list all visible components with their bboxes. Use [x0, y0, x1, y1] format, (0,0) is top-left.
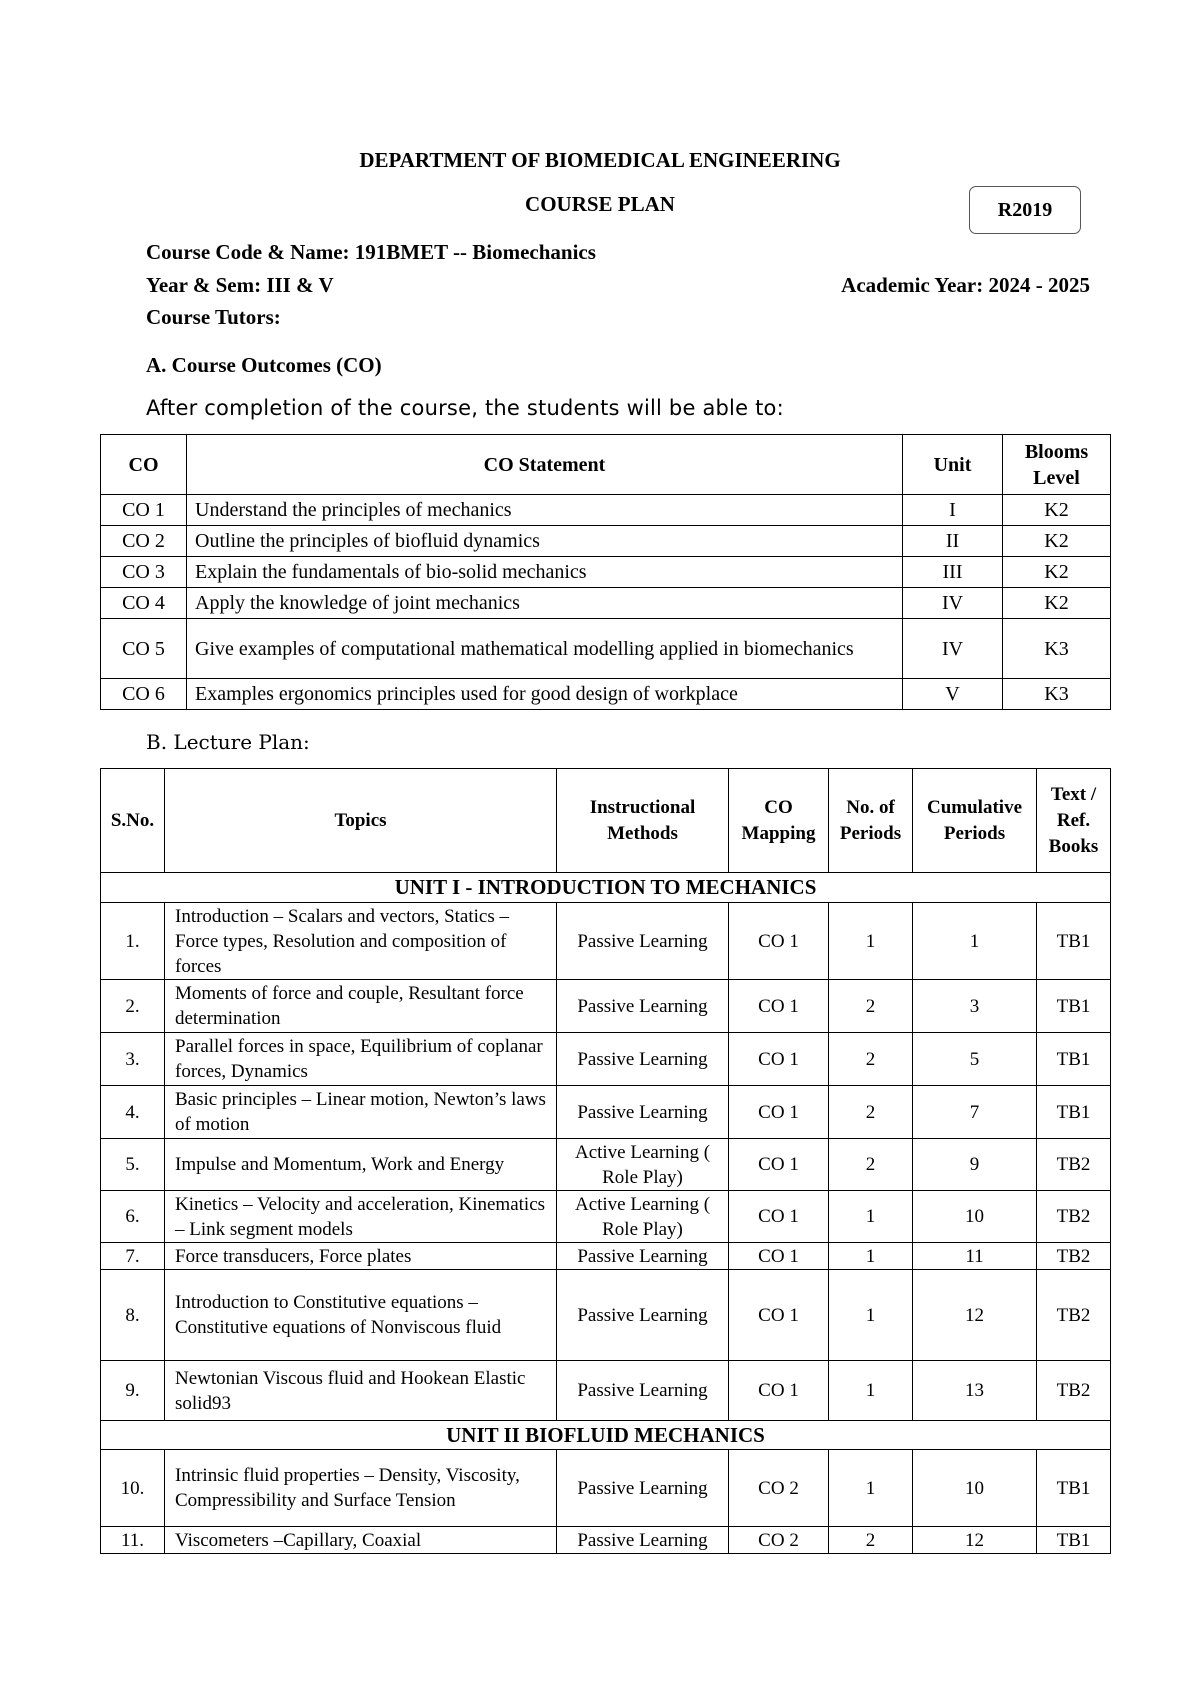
sno-cell: 4.: [101, 1086, 165, 1139]
periods-cell: 1: [829, 903, 913, 980]
unit-cell: III: [903, 557, 1003, 588]
topic-cell: Kinetics – Velocity and acceleration, Kinematics – Link segment models: [165, 1191, 557, 1243]
method-cell: Active Learning ( Role Play): [557, 1191, 729, 1243]
book-cell: TB2: [1037, 1191, 1111, 1243]
table-row: [101, 619, 1111, 679]
co-cell: CO 5: [101, 619, 187, 679]
method-cell: Passive Learning: [557, 1086, 729, 1139]
periods-cell: 2: [829, 1033, 913, 1086]
statement-cell: Apply the knowledge of joint mechanics: [187, 588, 903, 619]
sno-cell: 2.: [101, 980, 165, 1033]
table-row: [101, 1086, 1111, 1139]
level-cell: K2: [1003, 588, 1111, 619]
book-cell: TB1: [1037, 1033, 1111, 1086]
regulation-badge: R2019: [969, 186, 1081, 234]
cumulative-cell: 10: [913, 1450, 1037, 1527]
method-cell: Passive Learning: [557, 1270, 729, 1361]
table-row: [101, 1361, 1111, 1421]
book-cell: TB2: [1037, 1139, 1111, 1191]
level-cell: K3: [1003, 619, 1111, 679]
topic-cell: Impulse and Momentum, Work and Energy: [165, 1139, 557, 1191]
topic-cell: Introduction to Constitutive equations – Constitutive equations of Nonviscous fluid: [165, 1270, 557, 1361]
topic-cell: Intrinsic fluid properties – Density, Viscosity, Compressibility and Surface Tension: [165, 1450, 557, 1527]
sno-cell: 11.: [101, 1527, 165, 1554]
method-cell: Passive Learning: [557, 1033, 729, 1086]
sno-cell: 6.: [101, 1191, 165, 1243]
statement-cell: Examples ergonomics principles used for good design of workplace: [187, 679, 903, 710]
column-header: CO: [101, 435, 187, 495]
co-mapping-cell: CO 2: [729, 1527, 829, 1554]
table-header-row: [101, 769, 1111, 873]
co-mapping-cell: CO 1: [729, 1361, 829, 1421]
unit-cell: IV: [903, 588, 1003, 619]
co-mapping-cell: CO 1: [729, 1139, 829, 1191]
periods-cell: 2: [829, 1086, 913, 1139]
periods-cell: 1: [829, 1191, 913, 1243]
method-cell: Active Learning ( Role Play): [557, 1139, 729, 1191]
unit-row: [101, 1421, 1111, 1450]
method-cell: Passive Learning: [557, 1361, 729, 1421]
column-header: Text / Ref. Books: [1037, 769, 1111, 873]
book-cell: TB1: [1037, 1450, 1111, 1527]
statement-cell: Explain the fundamentals of bio-solid mechanics: [187, 557, 903, 588]
co-mapping-cell: CO 1: [729, 903, 829, 980]
table-row: [101, 1139, 1111, 1191]
sno-cell: 5.: [101, 1139, 165, 1191]
co-cell: CO 2: [101, 526, 187, 557]
periods-cell: 1: [829, 1243, 913, 1270]
periods-cell: 1: [829, 1270, 913, 1361]
book-cell: TB1: [1037, 903, 1111, 980]
level-cell: K2: [1003, 526, 1111, 557]
table-row: [101, 903, 1111, 980]
periods-cell: 1: [829, 1450, 913, 1527]
unit-cell: V: [903, 679, 1003, 710]
unit-cell: I: [903, 495, 1003, 526]
cumulative-cell: 11: [913, 1243, 1037, 1270]
method-cell: Passive Learning: [557, 1527, 729, 1554]
academic-year: Academic Year: 2024 - 2025: [841, 273, 1090, 297]
cumulative-cell: 1: [913, 903, 1037, 980]
unit-row: [101, 873, 1111, 903]
co-mapping-cell: CO 1: [729, 1270, 829, 1361]
cumulative-cell: 12: [913, 1527, 1037, 1554]
topic-cell: Force transducers, Force plates: [165, 1243, 557, 1270]
table-row: [101, 557, 1111, 588]
column-header: Cumulative Periods: [913, 769, 1037, 873]
lecture-plan-label: B. Lecture Plan:: [146, 730, 310, 754]
column-header: Topics: [165, 769, 557, 873]
co-cell: CO 3: [101, 557, 187, 588]
cumulative-cell: 3: [913, 980, 1037, 1033]
level-cell: K2: [1003, 557, 1111, 588]
cumulative-cell: 7: [913, 1086, 1037, 1139]
unit-title: UNIT II BIOFLUID MECHANICS: [101, 1421, 1111, 1450]
topic-cell: Newtonian Viscous fluid and Hookean Elastic solid93: [165, 1361, 557, 1421]
unit-cell: IV: [903, 619, 1003, 679]
book-cell: TB2: [1037, 1243, 1111, 1270]
table-row: [101, 1527, 1111, 1554]
cumulative-cell: 9: [913, 1139, 1037, 1191]
topic-cell: Parallel forces in space, Equilibrium of coplanar forces, Dynamics: [165, 1033, 557, 1086]
column-header: Unit: [903, 435, 1003, 495]
sno-cell: 1.: [101, 903, 165, 980]
sno-cell: 8.: [101, 1270, 165, 1361]
sno-cell: 3.: [101, 1033, 165, 1086]
year-sem: Year & Sem: III & V: [146, 273, 334, 297]
cumulative-cell: 13: [913, 1361, 1037, 1421]
unit-title: UNIT I - INTRODUCTION TO MECHANICS: [101, 873, 1111, 903]
statement-cell: Outline the principles of biofluid dynamics: [187, 526, 903, 557]
co-mapping-cell: CO 1: [729, 1243, 829, 1270]
table-row: [101, 679, 1111, 710]
table-row: [101, 1270, 1111, 1361]
cumulative-cell: 10: [913, 1191, 1037, 1243]
sno-cell: 9.: [101, 1361, 165, 1421]
book-cell: TB1: [1037, 980, 1111, 1033]
sno-cell: 10.: [101, 1450, 165, 1527]
course-outcomes-table: [100, 434, 1111, 710]
cumulative-cell: 12: [913, 1270, 1037, 1361]
sno-cell: 7.: [101, 1243, 165, 1270]
lecture-plan-table: [100, 768, 1111, 1554]
table-header-row: [101, 435, 1111, 495]
co-mapping-cell: CO 2: [729, 1450, 829, 1527]
co-mapping-cell: CO 1: [729, 1191, 829, 1243]
co-mapping-cell: CO 1: [729, 980, 829, 1033]
co-cell: CO 6: [101, 679, 187, 710]
topic-cell: Moments of force and couple, Resultant force determination: [165, 980, 557, 1033]
method-cell: Passive Learning: [557, 1450, 729, 1527]
table-row: [101, 1243, 1111, 1270]
periods-cell: 1: [829, 1361, 913, 1421]
periods-cell: 2: [829, 980, 913, 1033]
periods-cell: 2: [829, 1139, 913, 1191]
table-row: [101, 588, 1111, 619]
course-code-name: Course Code & Name: 191BMET -- Biomechanics: [146, 240, 596, 264]
cumulative-cell: 5: [913, 1033, 1037, 1086]
statement-cell: Understand the principles of mechanics: [187, 495, 903, 526]
topic-cell: Introduction – Scalars and vectors, Statics – Force types, Resolution and composition of forces: [165, 903, 557, 980]
book-cell: TB2: [1037, 1361, 1111, 1421]
table-row: [101, 1450, 1111, 1527]
table-row: [101, 1033, 1111, 1086]
column-header: CO Statement: [187, 435, 903, 495]
topic-cell: Viscometers –Capillary, Coaxial: [165, 1527, 557, 1554]
book-cell: TB1: [1037, 1086, 1111, 1139]
department-title: DEPARTMENT OF BIOMEDICAL ENGINEERING: [359, 148, 841, 172]
level-cell: K3: [1003, 679, 1111, 710]
table-row: [101, 1191, 1111, 1243]
course-plan-title: COURSE PLAN: [525, 192, 675, 216]
course-outcomes-heading: A. Course Outcomes (CO): [146, 353, 382, 377]
book-cell: TB1: [1037, 1527, 1111, 1554]
level-cell: K2: [1003, 495, 1111, 526]
co-cell: CO 4: [101, 588, 187, 619]
table-row: [101, 980, 1111, 1033]
co-cell: CO 1: [101, 495, 187, 526]
unit-cell: II: [903, 526, 1003, 557]
book-cell: TB2: [1037, 1270, 1111, 1361]
method-cell: Passive Learning: [557, 903, 729, 980]
co-mapping-cell: CO 1: [729, 1033, 829, 1086]
method-cell: Passive Learning: [557, 980, 729, 1033]
co-mapping-cell: CO 1: [729, 1086, 829, 1139]
statement-cell: Give examples of computational mathematical modelling applied in biomechanics: [187, 619, 903, 679]
course-outcomes-intro: After completion of the course, the students will be able to:: [146, 396, 784, 420]
course-tutors: Course Tutors:: [146, 305, 281, 329]
method-cell: Passive Learning: [557, 1243, 729, 1270]
column-header: Blooms Level: [1003, 435, 1111, 495]
table-row: [101, 526, 1111, 557]
column-header: Instructional Methods: [557, 769, 729, 873]
column-header: No. of Periods: [829, 769, 913, 873]
column-header: S.No.: [101, 769, 165, 873]
periods-cell: 2: [829, 1527, 913, 1554]
topic-cell: Basic principles – Linear motion, Newton’s laws of motion: [165, 1086, 557, 1139]
column-header: CO Mapping: [729, 769, 829, 873]
table-row: [101, 495, 1111, 526]
